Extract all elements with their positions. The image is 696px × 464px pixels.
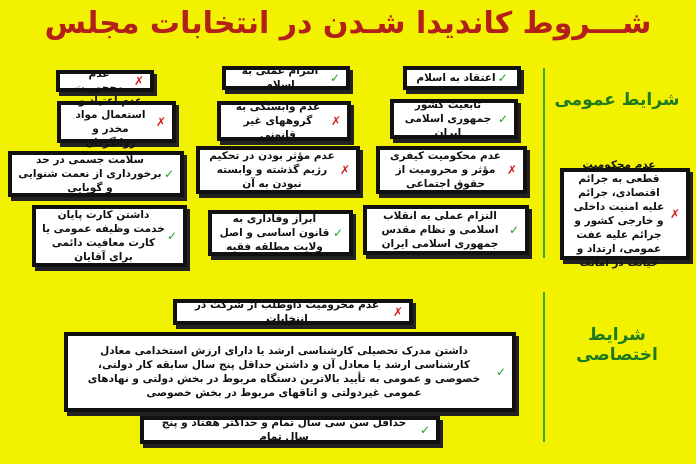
condition-military-service-card <box>32 205 187 267</box>
condition-text: عدم مؤثر بودن در تحکیم رژیم گذشته و وابسته نبودن به آن <box>209 150 335 190</box>
condition-no-illegal-groups <box>217 101 351 141</box>
condition-no-candidate-ban <box>173 299 413 325</box>
condition-commitment-revolution <box>363 205 529 255</box>
condition-no-criminal-conviction <box>376 146 527 194</box>
condition-no-guardianship <box>56 70 154 92</box>
cross-icon: ✗ <box>339 163 350 177</box>
condition-text: عدم محرومیت داوطلب از شرکت در انتخابات <box>194 299 380 325</box>
condition-physical-health <box>8 151 184 197</box>
cross-icon: ✗ <box>669 207 680 221</box>
check-icon: ✓ <box>497 112 508 126</box>
check-icon: ✓ <box>166 229 177 243</box>
condition-practical-commitment-islam <box>222 66 350 90</box>
cross-icon: ✗ <box>506 163 517 177</box>
condition-citizenship <box>390 99 518 139</box>
condition-text: سلامت جسمی در حد برخورداری از نعمت شنوایی و گویایی <box>18 154 162 194</box>
condition-no-addiction <box>57 95 176 149</box>
condition-text: داشتن مدرک تحصیلی کارشناسی ارشد یا دارای ارزش استخدامی معادل کارشناسی ارشد یا معادل آن و داشتن حداقل پنج سال سابقه کار دولتی، خصوصی و عمومی به تأیید بالاترین دستگاه مربوط در بخش دولتی و نهادهای عمومی غیردولتی و اتاقهای مربوط در بخش خصوصی <box>87 345 481 399</box>
condition-text: التزام عملی به اسلام <box>241 65 319 91</box>
condition-text: ابراز وفاداری به قانون اساسی و اصل ولایت مطلقه فقیه <box>219 213 330 253</box>
check-icon: ✓ <box>497 71 508 85</box>
section-label-general: شرایط عمومی <box>554 90 680 110</box>
condition-age-limit <box>140 416 440 444</box>
cross-icon: ✗ <box>133 74 144 88</box>
check-icon: ✓ <box>419 423 430 437</box>
condition-text: تابعیت کشور جمهوری اسلامی ایران <box>404 99 492 139</box>
condition-text: عدم محکومیت قطعی به جرائم اقتصادی، جرائم علیه امنیت داخلی و خارجی کشور و جرائم علیه عفت عمومی، ارتداد و خیانت در امانت <box>573 159 665 269</box>
cross-icon: ✗ <box>392 305 403 319</box>
condition-text: حداقل سن سی سال تمام و حداکثر هفتاد و پنج سال تمام <box>161 417 407 443</box>
condition-text: اعتقاد به اسلام <box>416 72 496 84</box>
condition-text: عدم محجوریت <box>74 68 124 94</box>
section-divider-special <box>543 292 545 442</box>
check-icon: ✓ <box>332 226 343 240</box>
condition-education-experience <box>64 332 516 412</box>
condition-text: عدم محکومیت کیفری مؤثر و محرومیت از حقوق اجتماعی <box>389 150 501 190</box>
section-divider-general <box>543 68 545 258</box>
check-icon: ✓ <box>508 223 519 237</box>
condition-no-final-conviction <box>560 159 690 269</box>
condition-no-former-regime <box>196 146 360 194</box>
check-icon: ✓ <box>163 167 174 181</box>
page-title: شـــروط کاندیدا شـدن در انتخابات مجلس <box>44 6 652 41</box>
condition-belief-in-islam <box>403 66 521 90</box>
condition-text: عدم وابستگی به گروههای غیر قانونی <box>235 101 321 141</box>
condition-text: داشتن کارت پایان خدمت وظیفه عمومی یا کارت معافیت دائمی برای آقایان <box>42 209 165 263</box>
cross-icon: ✗ <box>155 115 166 129</box>
condition-text: التزام عملی به انقلاب اسلامی و نظام مقدس جمهوری اسلامی ایران <box>381 210 499 250</box>
condition-loyalty-constitution <box>208 210 353 256</box>
condition-text: عدم اعتیاد و استعمال مواد مخدر و روانگردان <box>75 95 146 149</box>
cross-icon: ✗ <box>330 114 341 128</box>
check-icon: ✓ <box>495 365 506 379</box>
check-icon: ✓ <box>329 71 340 85</box>
section-label-special: شرایط اختصاصی <box>576 325 658 365</box>
